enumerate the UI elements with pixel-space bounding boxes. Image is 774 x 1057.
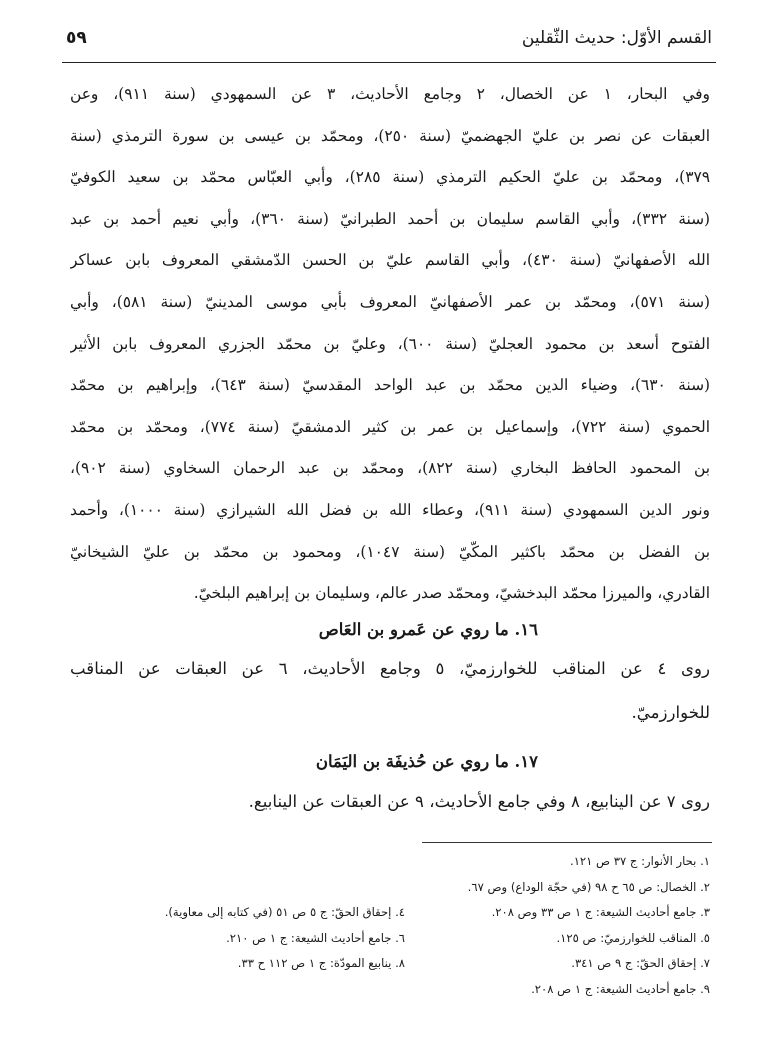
footnote-rule <box>422 842 712 843</box>
footnote-row <box>70 926 710 952</box>
footnote: ٥. المناقب للخوارزميّ: ص ١٢٥. <box>556 930 710 945</box>
paragraph-line: (سنة ٥٧١)، ومحمّد بن عمر الأصفهانيّ المعروف بأبي موسى المدينيّ (سنة ٥٨١)، وأبي <box>70 292 710 311</box>
paragraph-line: القادري، والميرزا محمّد البدخشيّ، ومحمّد صدر عالم، وسليمان بن إبراهيم البلخيّ. <box>193 584 710 603</box>
paragraph-line: الحموي (سنة ٧٢٢)، وإسماعيل بن عمر بن كثير الدمشقيّ (سنة ٧٧٤)، ومحمّد بن محمّد <box>70 417 710 436</box>
paragraph-line: روى ٧ عن الينابيع، ٨ وفي جامع الأحاديث، ٩ عن العبقات عن الينابيع. <box>248 792 710 811</box>
footnote: ١. بحار الأنوار: ج ٣٧ ص ١٢١. <box>570 854 710 868</box>
paragraph-line: ونور الدين السمهودي (سنة ٩١١)، وعطاء الله بن فضل الله الشيرازي (سنة ١٠٠٠)، وأحمد <box>70 500 710 519</box>
footnotes <box>70 849 710 1003</box>
paragraph-line: للخوارزميّ. <box>631 703 710 722</box>
paragraph-line: الفتوح أسعد بن محمود العجليّ (سنة ٦٠٠)، وعليّ بن محمّد الجزري المعروف بابن الأثير <box>70 334 710 353</box>
footnote-row <box>70 900 710 926</box>
paragraph-line: ٣٧٩)، ومحمّد بن عليّ الحكيم الترمذي (سنة ٢٨٥)، وأبي العبّاس محمّد بن سعيد الكوفيّ <box>70 168 710 187</box>
footnote-row <box>70 977 710 1003</box>
footnote-row <box>70 875 710 901</box>
paragraph-line: روى ٤ عن المناقب للخوارزميّ، ٥ وجامع الأحاديث، ٦ عن العبقات عن المناقب <box>70 659 710 678</box>
footnote: ٧. إحقاق الحقّ: ج ٩ ص ٣٤١. <box>571 956 710 971</box>
section-heading-17: ١٧. ما روي عن حُذيفَة بن اليَمَان <box>315 752 538 771</box>
page-number: ٥٩ <box>66 28 87 48</box>
footnote: ٦. جامع أحاديث الشيعة: ج ١ ص ٢١٠. <box>226 930 405 945</box>
page-header <box>66 28 712 62</box>
paragraph-line: بن الفضل بن محمّد باكثير المكّيّ (سنة ١٠٤٧)، ومحمود بن محمّد بن عليّ الشيخانيّ <box>70 542 710 561</box>
footnote: ٨. ينابيع المودّة: ج ١ ص ١١٢ ح ٣٣. <box>237 956 405 971</box>
paragraph-line: (سنة ٣٣٢)، وأبي القاسم سليمان بن أحمد الطبرانيّ (سنة ٣٦٠)، وأبي نعيم أحمد بن عبد <box>70 209 710 228</box>
footnote: ٤. إحقاق الحقّ: ج ٥ ص ٥١ (في كتابه إلى معاوية). <box>164 905 405 920</box>
section-heading-16: ١٦. ما روي عن عَمرو بن العَاص <box>318 620 538 639</box>
section-17-paragraph <box>70 780 710 824</box>
header-rule <box>62 62 716 63</box>
running-title: القسم الأوّل: حديث الثّقلين <box>521 28 712 48</box>
paragraph-line: (سنة ٦٣٠)، وضياء الدين محمّد بن عبد الواحد المقدسيّ (سنة ٦٤٣)، وإبراهيم بن محمّد <box>70 376 710 395</box>
paragraph-line: العبقات عن نصر بن عليّ الجهضميّ (سنة ٢٥٠)، ومحمّد بن عيسى بن سورة الترمذي (سنة <box>70 126 710 145</box>
main-paragraph <box>70 74 710 615</box>
footnote-row <box>70 849 710 875</box>
footnote-row <box>70 951 710 977</box>
footnote: ٩. جامع أحاديث الشيعة: ج ١ ص ٢٠٨. <box>531 981 710 996</box>
paragraph-line: بن المحمود الحافظ البخاري (سنة ٨٢٢)، ومحمّد بن عبد الرحمان السخاوي (سنة ٩٠٢)، <box>70 459 710 478</box>
paragraph-line: وفي البحار، ١ عن الخصال، ٢ وجامع الأحاديث، ٣ عن السمهودي (سنة ٩١١)، وعن <box>70 85 710 103</box>
paragraph-line: الله الأصفهانيّ (سنة ٤٣٠)، وأبي القاسم عليّ بن الحسن الدّمشقي المعروف بابن عساكر <box>70 251 710 270</box>
footnote: ٢. الخصال: ص ٦٥ ح ٩٨ (في حجّة الوداع) وص ٦٧. <box>467 879 710 894</box>
footnote: ٣. جامع أحاديث الشيعة: ج ١ ص ٣٣ وص ٢٠٨. <box>491 905 710 920</box>
section-16-paragraph <box>70 647 710 735</box>
